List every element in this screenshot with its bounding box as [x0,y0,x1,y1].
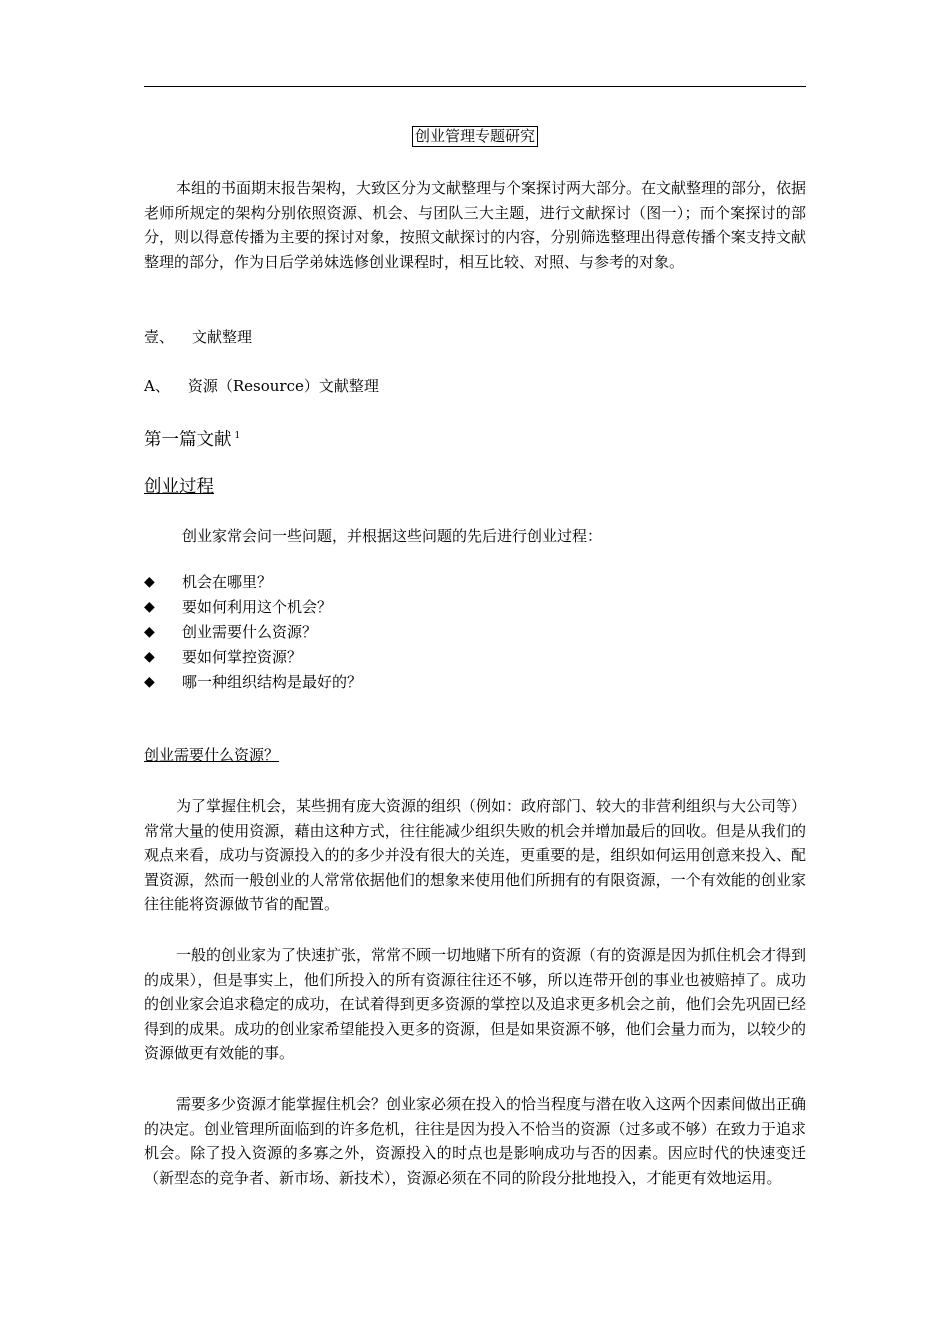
diamond-bullet-icon: ◆ [144,674,155,690]
literature-heading-text: 第一篇文献 [144,429,232,450]
header-rule [144,86,806,87]
list-item-text: 要如何掌控资源？ [182,648,303,666]
question-list [144,572,362,697]
diamond-bullet-icon: ◆ [144,649,155,665]
list-item-text: 机会在哪里？ [182,573,273,591]
list-item [144,622,362,647]
list-item-text: 哪一种组织结构是最好的？ [182,673,363,691]
list-item [144,597,362,622]
process-heading: 创业过程 [144,477,214,497]
resource-heading: 创业需要什么资源？ [144,746,280,764]
literature-heading [144,425,240,451]
intro-paragraph: 本组的书面期末报告架构，大致区分为文献整理与个案探讨两大部分。在文献整理的部分，依据老师所规定的架构分别依照资源、机会、与团队三大主题，进行文献探讨（图一）；而个案探讨的部分，则以得意传播为主要的探讨对象，按照文献探讨的内容，分别筛选整理出得意传播个案支持文献整理的部分，作为日后学弟妹选修创业课程时，相互比较、对照、与参考的对象。 [144,179,807,271]
list-item-text: 要如何利用这个机会？ [182,598,333,616]
diamond-bullet-icon: ◆ [144,624,155,640]
list-item-text: 创业需要什么资源？ [182,623,318,641]
body-paragraph-1: 为了掌握住机会，某些拥有庞大资源的组织（例如：政府部门、较大的非营利组织与大公司等）常常大量的使用资源，藉由这种方式，往往能减少组织失败的机会并增加最后的回收。但是从我们的观点来看，成功与资源投入的的多少并没有很大的关连，更重要的是，组织如何运用创意来投入、配置资源，然而一般创业的人常常依据他们的想象来使用他们所拥有的有限资源，一个有效能的创业家往往能将资源做节省的配置。 [144,797,807,913]
body-paragraph-2: 一般的创业家为了快速扩张，常常不顾一切地赌下所有的资源（有的资源是因为抓住机会才得到的成果），但是事实上，他们所投入的所有资源往往还不够，所以连带开创的事业也被赔掉了。成功的创业家会追求稳定的成功，在试着得到更多资源的掌控以及追求更多机会之前，他们会先巩固已经得到的成果。成功的创业家希望能投入更多的资源，但是如果资源不够，他们会量力而为，以较少的资源做更有效能的事。 [144,946,807,1062]
section-number: 壹、 [144,328,175,346]
subsection-label: 资源（Resource）文献整理 [187,377,379,395]
section-heading-1 [144,327,252,347]
list-item [144,672,362,697]
section-heading-a [144,376,379,396]
document-title: 创业管理专题研究 [412,126,538,147]
list-item [144,647,362,672]
subsection-number: A、 [144,377,170,395]
process-intro: 创业家常会问一些问题，并根据这些问题的先后进行创业过程： [182,527,603,545]
diamond-bullet-icon: ◆ [144,599,155,615]
footnote-marker: 1 [234,431,241,441]
title-container [0,126,950,147]
body-paragraph-3: 需要多少资源才能掌握住机会？创业家必须在投入的恰当程度与潜在收入这两个因素间做出正确的决定。创业管理所面临到的许多危机，往往是因为投入不恰当的资源（过多或不够）在致力于追求机会。除了投入资源的多寡之外，资源投入的时点也是影响成功与否的因素。因应时代的快速变迁（新型态的竞争者、新市场、新技术），资源必须在不同的阶段分批地投入，才能更有效地运用。 [144,1095,807,1187]
list-item [144,572,362,597]
section-label: 文献整理 [192,328,253,346]
diamond-bullet-icon: ◆ [144,574,155,590]
